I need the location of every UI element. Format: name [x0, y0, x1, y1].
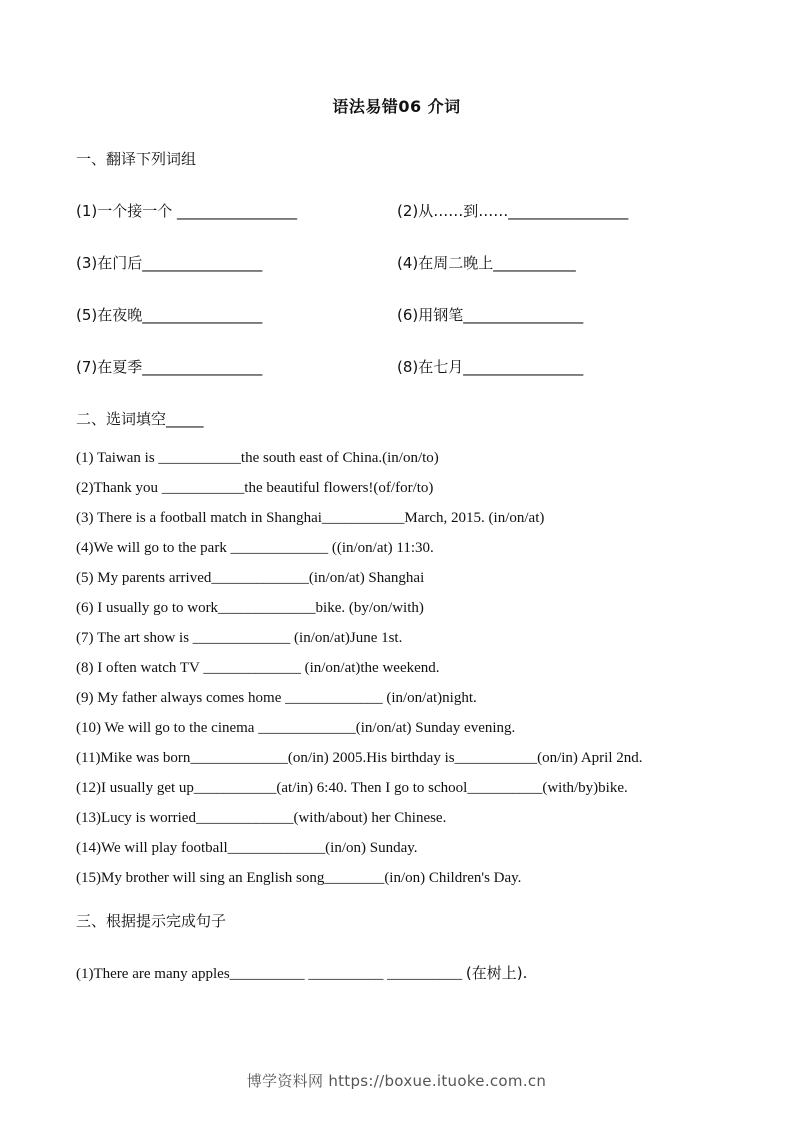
translate-row — [76, 252, 716, 304]
translate-item-3: (3)在门后________________ — [76, 254, 263, 272]
fill-blank-list — [76, 450, 736, 900]
complete-sentence-list — [76, 962, 736, 983]
fill-blank-item-1: (1) Taiwan is ___________the south east of China.(in/on/to) — [76, 450, 439, 466]
fill-blank-item-2: (2)Thank you ___________the beautiful flowers!(of/for/to) — [76, 480, 434, 496]
translate-item-7: (7)在夏季________________ — [76, 358, 263, 376]
translate-row — [76, 304, 716, 356]
fill-blank-item-4: (4)We will go to the park _____________ ((in/on/at) 11:30. — [76, 540, 434, 556]
fill-blank-item-3: (3) There is a football match in Shanghai___________March, 2015. (in/on/at) — [76, 510, 545, 526]
fill-blank-item-11: (11)Mike was born_____________(on/in) 2005.His birthday is___________(on/in) April 2nd. — [76, 750, 643, 766]
fill-blank-item-14: (14)We will play football_____________(in/on) Sunday. — [76, 840, 418, 856]
fill-blank-item-15: (15)My brother will sing an English song________(in/on) Children's Day. — [76, 870, 522, 886]
translate-item-6: (6)用钢笔________________ — [397, 306, 584, 324]
fill-blank-item-6: (6) I usually go to work_____________bike. (by/on/with) — [76, 600, 424, 616]
fill-blank-item-5: (5) My parents arrived_____________(in/on/at) Shanghai — [76, 570, 425, 586]
fill-blank-item-7: (7) The art show is _____________ (in/on/at)June 1st. — [76, 630, 403, 646]
section-heading-complete-sentence: 三、根据提示完成句子 — [76, 912, 227, 930]
fill-blank-item-9: (9) My father always comes home _____________ (in/on/at)night. — [76, 690, 477, 706]
fill-blank-item-8: (8) I often watch TV _____________ (in/on/at)the weekend. — [76, 660, 440, 676]
fill-blank-item-12: (12)I usually get up___________(at/in) 6:40. Then I go to school__________(with/by)bike. — [76, 780, 628, 796]
complete-sentence-text: (1)There are many apples__________ __________ __________ — [76, 966, 466, 982]
translate-row — [76, 356, 716, 408]
translate-item-5: (5)在夜晚________________ — [76, 306, 263, 324]
translate-item-8: (8)在七月________________ — [397, 358, 584, 376]
section-heading-translate: 一、翻译下列词组 — [76, 150, 197, 168]
fill-blank-item-10: (10) We will go to the cinema _____________(in/on/at) Sunday evening. — [76, 720, 516, 736]
translate-item-4: (4)在周二晚上___________ — [397, 254, 576, 272]
complete-sentence-hint: (在树上). — [465, 964, 528, 982]
translate-exercise-grid — [76, 200, 716, 408]
translate-item-2: (2)从……到……________________ — [397, 202, 629, 220]
translate-item-1: (1)一个接一个 ________________ — [76, 202, 298, 220]
fill-blank-item-13: (13)Lucy is worried_____________(with/about) her Chinese. — [76, 810, 447, 826]
translate-row — [76, 200, 716, 252]
section-heading-fill-blank: 二、选词填空_____ — [76, 410, 204, 428]
complete-sentence-item-1 — [76, 962, 736, 983]
page-title: 语法易错06 介词 — [332, 97, 461, 116]
footer-watermark: 博学资料网 https://boxue.ituoke.com.cn — [246, 1072, 547, 1090]
